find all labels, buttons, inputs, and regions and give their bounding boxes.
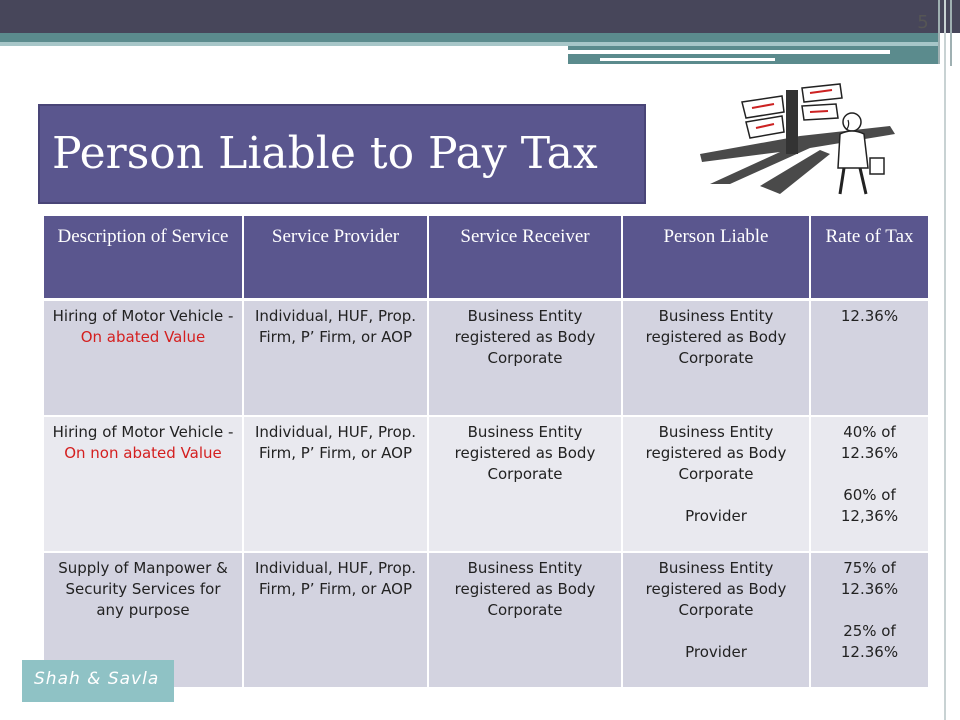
column-header: Rate of Tax (810, 216, 929, 299)
rate-text-secondary: 25% of 12.36% (840, 621, 899, 661)
provider-cell: Individual, HUF, Prop. Firm, P’ Firm, or AOP (243, 299, 428, 416)
rate-text-secondary: 60% of 12,36% (840, 485, 899, 525)
liable-cell (622, 552, 810, 688)
table-row (44, 299, 929, 416)
receiver-cell: Business Entity registered as Body Corporate (428, 416, 622, 552)
title-box (38, 104, 646, 204)
stripe-gap (600, 58, 775, 61)
column-header: Person Liable (622, 216, 810, 299)
receiver-cell: Business Entity registered as Body Corporate (428, 299, 622, 416)
table-row (44, 416, 929, 552)
column-header: Description of Service (44, 216, 243, 299)
tax-liability-table (44, 216, 930, 689)
page-number: 5 (917, 12, 929, 33)
decor-line (938, 0, 940, 64)
liable-text: Business Entity registered as Body Corporate (645, 558, 787, 619)
rate-text: 75% of 12.36% (840, 558, 899, 598)
description-text: Hiring of Motor Vehicle - (52, 422, 234, 441)
liable-text: Business Entity registered as Body Corporate (645, 306, 787, 367)
column-header: Service Receiver (428, 216, 622, 299)
rate-cell (810, 552, 929, 688)
stripe-gap (560, 50, 890, 54)
footer-logo (22, 660, 174, 702)
description-note: On abated Value (80, 327, 206, 346)
teal-stripe (0, 33, 940, 42)
description-text: Supply of Manpower & Security Services for any purpose (58, 558, 228, 619)
footer-logo-text: Shah & Savla (34, 669, 160, 689)
teal-stripe-right (568, 46, 940, 64)
rate-text: 12.36% (840, 306, 899, 325)
rate-text: 40% of 12.36% (840, 422, 899, 462)
receiver-cell: Business Entity registered as Body Corporate (428, 552, 622, 688)
liable-cell (622, 416, 810, 552)
provider-cell: Individual, HUF, Prop. Firm, P’ Firm, or AOP (243, 416, 428, 552)
decor-line (944, 0, 946, 720)
description-note: On non abated Value (64, 443, 222, 462)
liable-cell (622, 299, 810, 416)
signpost-businessman-illustration (690, 76, 900, 206)
provider-cell: Individual, HUF, Prop. Firm, P’ Firm, or AOP (243, 552, 428, 688)
liable-text: Business Entity registered as Body Corporate (645, 422, 787, 483)
rate-cell (810, 416, 929, 552)
description-text: Hiring of Motor Vehicle - (52, 306, 234, 325)
top-decor-bar (0, 0, 960, 33)
rate-cell (810, 299, 929, 416)
liable-text-secondary: Provider (685, 506, 747, 525)
description-cell (44, 299, 243, 416)
liable-text-secondary: Provider (685, 642, 747, 661)
column-header: Service Provider (243, 216, 428, 299)
page-title: Person Liable to Pay Tax (52, 128, 598, 179)
table-header-row (44, 216, 929, 299)
description-cell (44, 416, 243, 552)
table-row (44, 552, 929, 688)
decor-line (950, 0, 952, 66)
